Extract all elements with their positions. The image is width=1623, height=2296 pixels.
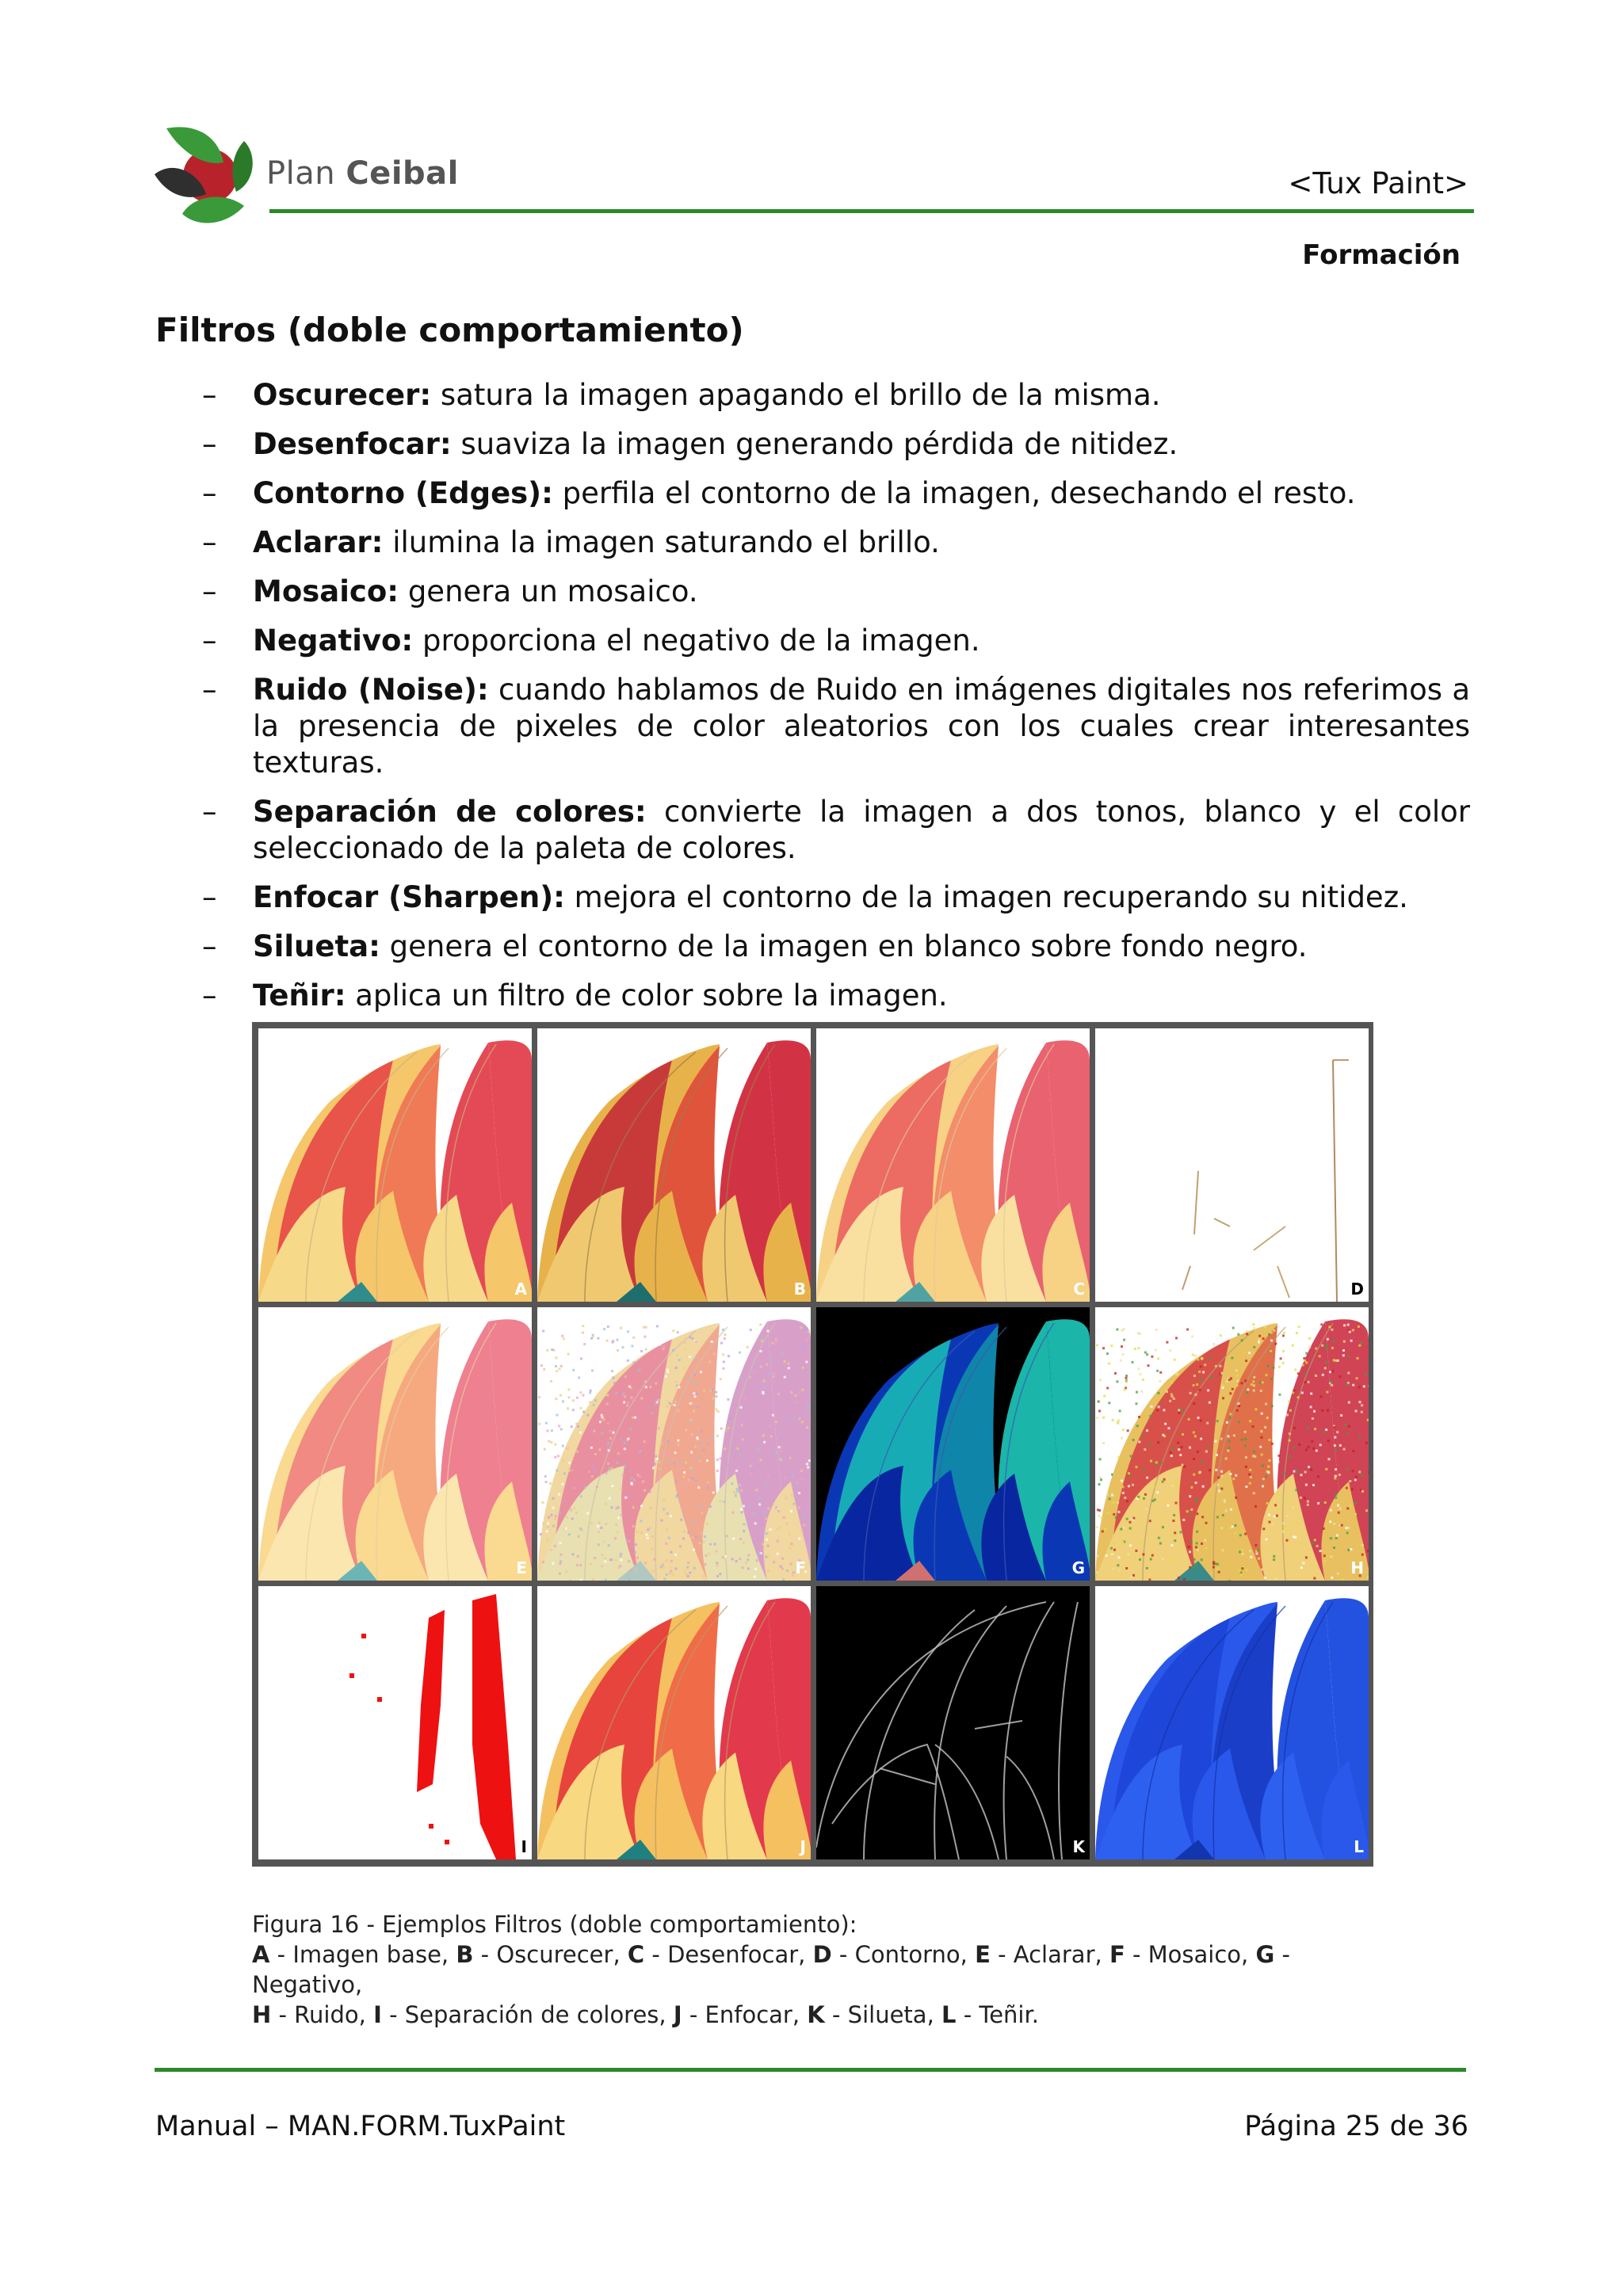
filter-examples-figure bbox=[252, 1022, 1373, 1867]
panel-letter: I bbox=[521, 1837, 527, 1856]
balloon-image bbox=[816, 1307, 1090, 1581]
list-item: – Enfocar (Sharpen): mejora el contorno de la imagen recuperando su nitidez. bbox=[202, 880, 1408, 914]
list-item: – Desenfocar: suaviza la imagen generando pérdida de nitidez. bbox=[202, 427, 1178, 461]
caption-legend-line-2: H - Ruido, I - Separación de colores, J - Enfocar, K - Silueta, L - Teñir. bbox=[252, 2001, 1039, 2028]
list-item: – Contorno (Edges): perfila el contorno de la imagen, desechando el resto. bbox=[202, 476, 1356, 510]
document-title: <Tux Paint> bbox=[1288, 166, 1468, 200]
panel-letter: K bbox=[1072, 1837, 1085, 1856]
panel-letter: D bbox=[1350, 1280, 1364, 1299]
filter-panel-k bbox=[816, 1586, 1090, 1859]
panel-letter: J bbox=[800, 1837, 806, 1856]
logo-wordmark: Plan Ceibal bbox=[266, 155, 459, 192]
balloon-image bbox=[258, 1586, 532, 1859]
balloon-image bbox=[1095, 1586, 1369, 1859]
list-item: – Silueta: genera el contorno de la imagen en blanco sobre fondo negro. bbox=[202, 929, 1308, 963]
panel-letter: B bbox=[793, 1280, 806, 1299]
panel-letter: C bbox=[1073, 1280, 1085, 1299]
panel-letter: A bbox=[514, 1280, 527, 1299]
filter-panel-h bbox=[1095, 1307, 1369, 1581]
balloon-image bbox=[258, 1028, 532, 1302]
footer-document-id: Manual – MAN.FORM.TuxPaint bbox=[155, 2111, 566, 2142]
filter-panel-g bbox=[816, 1307, 1090, 1581]
balloon-image bbox=[537, 1586, 811, 1859]
section-heading: Filtros (doble comportamiento) bbox=[155, 311, 744, 349]
panel-letter: H bbox=[1350, 1558, 1364, 1577]
filter-panel-f bbox=[537, 1307, 811, 1581]
caption-title: Figura 16 - Ejemplos Filtros (doble comportamiento): bbox=[252, 1911, 857, 1938]
list-item: – Ruido (Noise): cuando hablamos de Ruido en imágenes digitales nos referimos a la presencia de pixeles de color aleatorios con los cuales crear interesantes texturas. bbox=[202, 673, 1470, 780]
filter-panel-i bbox=[258, 1586, 532, 1859]
balloon-image bbox=[258, 1307, 532, 1581]
balloon-image bbox=[816, 1586, 1090, 1859]
header-divider bbox=[269, 209, 1474, 213]
list-item: – Negativo: proporciona el negativo de la imagen. bbox=[202, 624, 980, 658]
filter-list bbox=[202, 377, 1470, 1027]
panel-letter: F bbox=[795, 1558, 806, 1577]
plan-ceibal-logo bbox=[151, 119, 269, 238]
panel-letter: L bbox=[1354, 1837, 1364, 1856]
filter-panel-j bbox=[537, 1586, 811, 1859]
filter-panel-a bbox=[258, 1028, 532, 1302]
list-item: – Oscurecer: satura la imagen apagando el brillo de la misma. bbox=[202, 378, 1161, 412]
page-number: Página 25 de 36 bbox=[1244, 2111, 1468, 2142]
balloon-image bbox=[1095, 1307, 1369, 1581]
panel-letter: E bbox=[516, 1558, 527, 1577]
balloon-image bbox=[537, 1307, 811, 1581]
list-item: – Separación de colores: convierte la imagen a dos tonos, blanco y el color seleccionado de la paleta de colores. bbox=[202, 795, 1470, 865]
figure-caption bbox=[252, 1909, 1377, 2030]
list-item: – Mosaico: genera un mosaico. bbox=[202, 574, 698, 608]
panel-letter: G bbox=[1071, 1558, 1085, 1577]
caption-legend-line-1: A - Imagen base, B - Oscurecer, C - Desenfocar, D - Contorno, E - Aclarar, F - Mosaico, G - Negativo, bbox=[252, 1941, 1290, 1998]
balloon-image bbox=[537, 1028, 811, 1302]
filter-panel-c bbox=[816, 1028, 1090, 1302]
balloon-image bbox=[816, 1028, 1090, 1302]
footer-divider bbox=[155, 2068, 1466, 2072]
balloon-image bbox=[1095, 1028, 1369, 1302]
list-item: – Aclarar: ilumina la imagen saturando el brillo. bbox=[202, 525, 940, 559]
filter-panel-e bbox=[258, 1307, 532, 1581]
list-item: – Teñir: aplica un filtro de color sobre la imagen. bbox=[202, 978, 948, 1013]
section-label: Formación bbox=[1302, 239, 1461, 271]
filter-panel-l bbox=[1095, 1586, 1369, 1859]
filter-panel-b bbox=[537, 1028, 811, 1302]
filter-panel-d bbox=[1095, 1028, 1369, 1302]
